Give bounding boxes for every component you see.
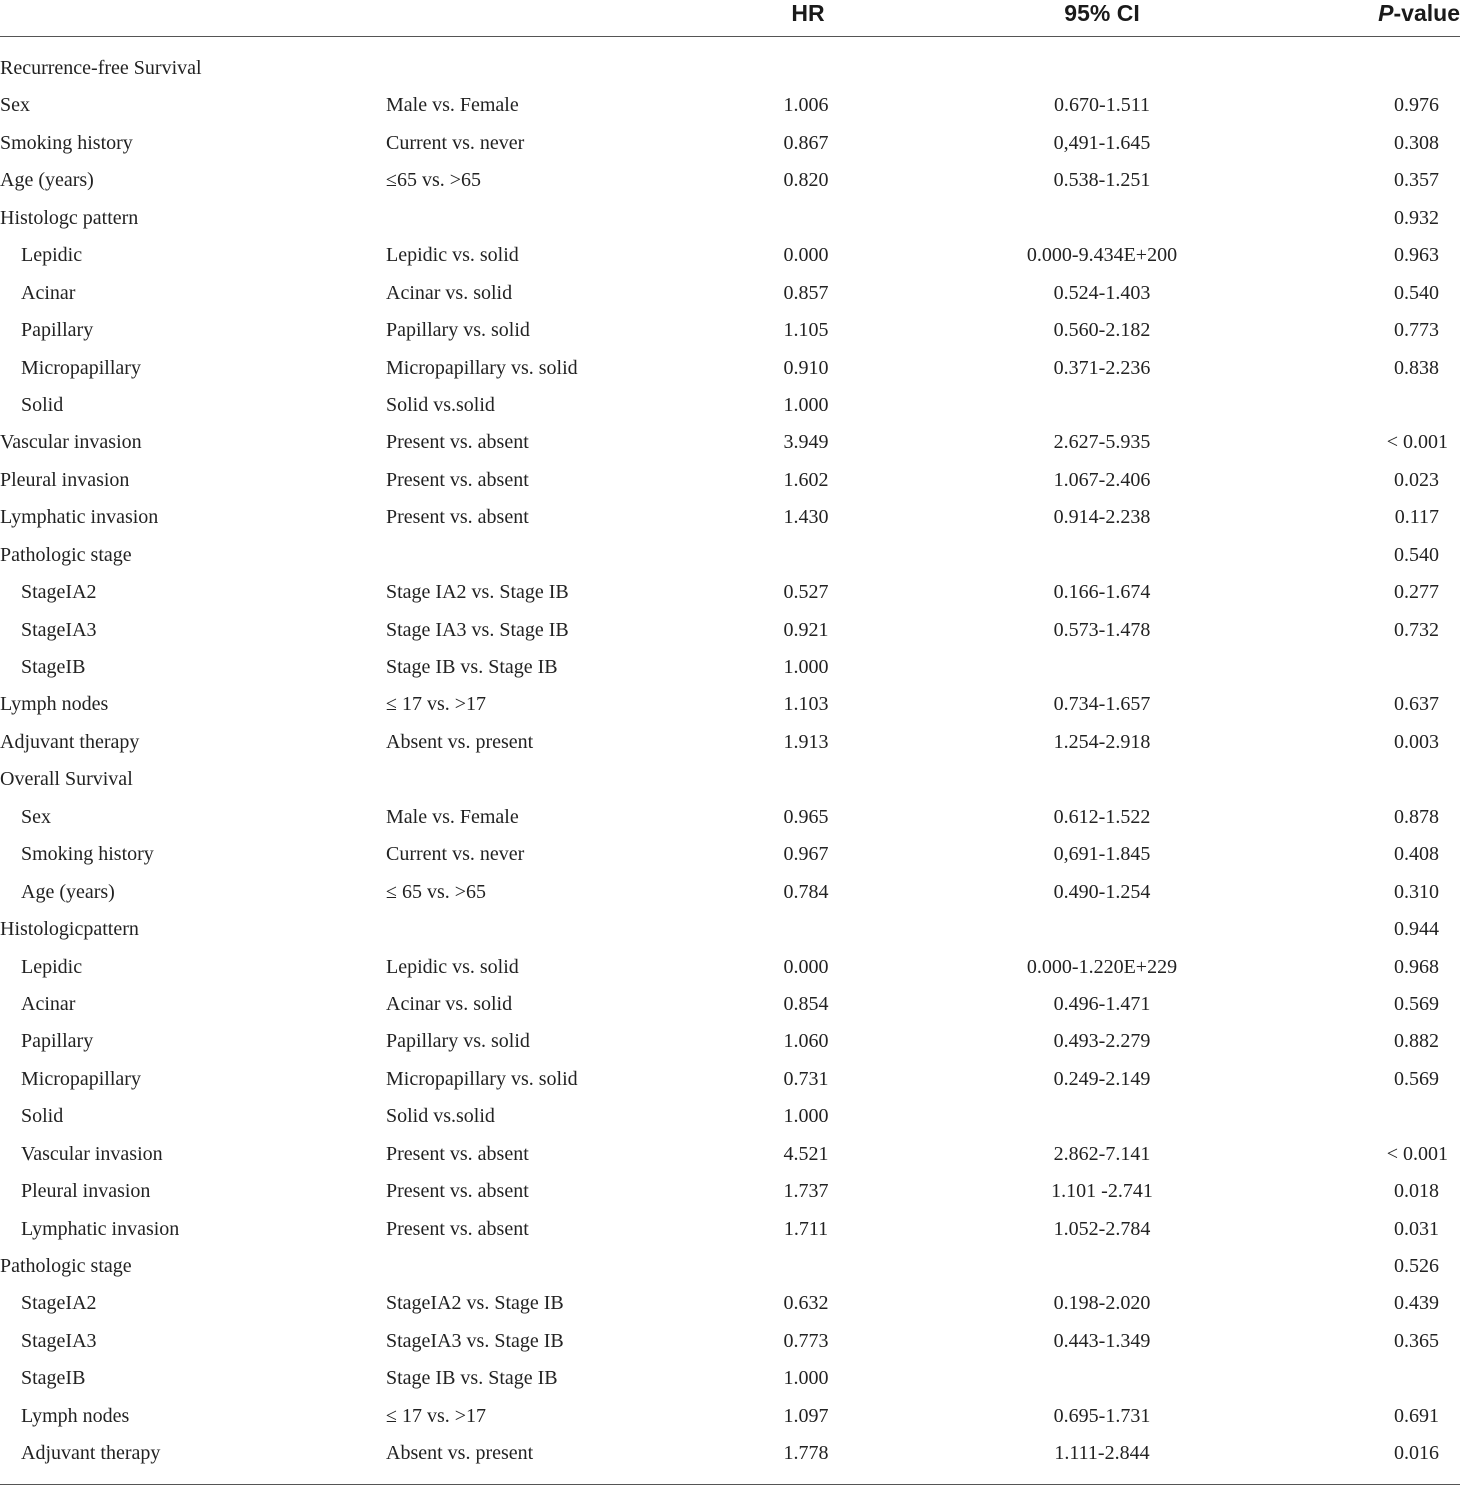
row-p-value: 0.968 <box>1394 955 1439 978</box>
table-row <box>0 579 1460 616</box>
table-row <box>0 991 1460 1028</box>
row-label: StageIA3 <box>21 1329 97 1352</box>
row-ci: 0.524-1.403 <box>1053 281 1151 304</box>
row-comparison: Acinar vs. solid <box>386 992 513 1015</box>
table-row <box>0 1440 1460 1477</box>
row-label: StageIB <box>21 1367 86 1390</box>
row-label: Papillary <box>21 319 94 342</box>
row-comparison: Current vs. never <box>386 131 525 154</box>
table-row <box>0 879 1460 916</box>
row-comparison: Micropapillary vs. solid <box>386 1067 578 1090</box>
row-hr: 0.000 <box>783 955 829 978</box>
row-ci: 0,491-1.645 <box>1053 131 1151 154</box>
table-row <box>0 167 1460 204</box>
row-label: Lymphatic invasion <box>21 1217 180 1240</box>
row-p-value: 0.408 <box>1394 843 1439 866</box>
row-ci: 0.198-2.020 <box>1053 1292 1151 1315</box>
row-hr: 1.778 <box>783 1442 829 1465</box>
row-label: StageIA2 <box>21 1292 97 1315</box>
header-p-italic: P <box>1378 0 1394 26</box>
row-comparison: Micropapillary vs. solid <box>386 356 578 379</box>
row-ci: 1.111-2.844 <box>1054 1442 1150 1465</box>
row-hr: 1.000 <box>783 393 829 416</box>
row-p-value: < 0.001 <box>1386 1142 1448 1165</box>
row-ci: 0.000-9.434E+200 <box>1026 244 1178 267</box>
row-ci: 1.101 -2.741 <box>1051 1180 1153 1203</box>
row-comparison: Absent vs. present <box>386 730 534 753</box>
row-p-value: 0.637 <box>1394 693 1439 716</box>
row-ci: 2.627-5.935 <box>1053 431 1151 454</box>
table-row <box>0 467 1460 504</box>
row-label: StageIB <box>21 656 86 678</box>
table-row <box>0 1253 1460 1290</box>
row-ci: 0.249-2.149 <box>1053 1067 1151 1090</box>
row-p-value: 0.031 <box>1394 1217 1439 1240</box>
row-label: Pleural invasion <box>0 468 130 491</box>
row-label: Lepidic <box>21 244 83 267</box>
table-row <box>0 92 1460 129</box>
row-p-value: 0.540 <box>1394 281 1439 304</box>
row-label: Histologicpattern <box>0 918 139 941</box>
row-hr: 0.632 <box>783 1292 829 1315</box>
table-row <box>0 1403 1460 1440</box>
table-row <box>0 954 1460 991</box>
row-label: Overall Survival <box>0 768 133 791</box>
row-hr: 0.527 <box>783 581 829 604</box>
row-p-value: 0.963 <box>1394 244 1439 267</box>
row-label: Age (years) <box>0 169 94 192</box>
row-ci: 0.538-1.251 <box>1053 169 1151 192</box>
row-label: Pathologic stage <box>0 543 132 566</box>
header-p-value <box>1378 0 1460 26</box>
row-p-value: 0.732 <box>1394 618 1439 641</box>
table-row <box>0 1141 1460 1178</box>
row-ci: 0.560-2.182 <box>1053 319 1151 342</box>
table-row <box>0 242 1460 279</box>
row-label: Vascular invasion <box>21 1142 163 1165</box>
row-p-value: 0.838 <box>1394 356 1439 379</box>
row-p-value: 0.976 <box>1394 94 1439 117</box>
table-row <box>0 280 1460 317</box>
row-p-value: 0.357 <box>1394 169 1439 192</box>
row-comparison: ≤ 17 vs. >17 <box>386 1404 487 1427</box>
row-hr: 1.006 <box>783 94 829 117</box>
row-hr: 1.430 <box>783 506 829 529</box>
row-p-value: 0.365 <box>1394 1329 1439 1352</box>
table-row <box>0 504 1460 541</box>
row-comparison: Present vs. absent <box>386 1180 529 1203</box>
row-ci: 0.000-1.220E+229 <box>1026 955 1178 978</box>
row-p-value: 0.773 <box>1394 319 1439 342</box>
row-label: Micropapillary <box>21 1067 141 1090</box>
row-ci: 0.496-1.471 <box>1053 992 1151 1015</box>
row-ci: 0.734-1.657 <box>1053 693 1151 716</box>
header-p-rest: -value <box>1393 0 1460 26</box>
table-row <box>0 205 1460 242</box>
row-comparison: Lepidic vs. solid <box>386 955 519 978</box>
row-label: Lymph nodes <box>21 1404 130 1427</box>
row-hr: 1.602 <box>783 468 829 491</box>
row-ci: 1.052-2.784 <box>1053 1217 1151 1240</box>
table-row <box>0 841 1460 878</box>
table-body <box>0 37 1460 1478</box>
table-row <box>0 130 1460 167</box>
table-row <box>0 729 1460 766</box>
table-row <box>0 429 1460 466</box>
table-row <box>0 1178 1460 1215</box>
row-label: Pleural invasion <box>21 1180 151 1203</box>
row-comparison: Papillary vs. solid <box>386 319 530 342</box>
row-label: Recurrence-free Survival <box>0 57 202 79</box>
row-comparison: Male vs. Female <box>386 94 519 117</box>
bottom-rule <box>0 1484 1460 1485</box>
header-hr: HR <box>791 0 825 26</box>
row-label: Sex <box>21 805 51 828</box>
row-ci: 0.612-1.522 <box>1053 805 1151 828</box>
row-label: Histologc pattern <box>0 206 139 229</box>
row-label: Pathologic stage <box>0 1255 132 1277</box>
row-ci: 1.067-2.406 <box>1053 468 1151 491</box>
row-ci: 0.914-2.238 <box>1053 506 1151 529</box>
table-row <box>0 916 1460 953</box>
row-hr: 0.731 <box>783 1067 829 1090</box>
row-hr: 1.097 <box>783 1404 829 1427</box>
row-comparison: Solid vs.solid <box>386 393 495 416</box>
row-hr: 0.965 <box>783 805 829 828</box>
row-comparison: Stage IA3 vs. Stage IB <box>386 618 569 641</box>
row-p-value: 0.569 <box>1394 992 1439 1015</box>
row-hr: 0.820 <box>783 169 829 192</box>
row-p-value: 0.932 <box>1394 206 1439 229</box>
row-comparison: Present vs. absent <box>386 431 529 454</box>
row-label: Micropapillary <box>21 356 141 379</box>
row-hr: 0.854 <box>783 992 829 1015</box>
table-row <box>0 654 1460 691</box>
row-p-value: 0.018 <box>1394 1180 1439 1203</box>
table-row <box>0 1103 1460 1140</box>
row-label: Solid <box>21 393 64 416</box>
table-row <box>0 1290 1460 1327</box>
table-row <box>0 1365 1460 1402</box>
row-p-value: 0.540 <box>1394 543 1439 566</box>
table-row <box>0 691 1460 728</box>
row-ci: 0.670-1.511 <box>1054 94 1150 117</box>
row-hr: 0.921 <box>783 618 829 641</box>
row-comparison: Present vs. absent <box>386 1142 529 1165</box>
row-comparison: ≤ 65 vs. >65 <box>386 880 487 903</box>
header-ci: 95% CI <box>1064 0 1140 26</box>
row-comparison: Acinar vs. solid <box>386 281 513 304</box>
table-row <box>0 1066 1460 1103</box>
table-row <box>0 392 1460 429</box>
row-hr: 0.910 <box>783 356 829 379</box>
row-label: StageIA3 <box>21 618 97 641</box>
row-hr: 1.000 <box>783 1367 829 1390</box>
row-p-value: 0.023 <box>1394 468 1439 491</box>
row-comparison: StageIA2 vs. Stage IB <box>386 1292 564 1315</box>
row-p-value: 0.882 <box>1394 1030 1439 1053</box>
row-comparison: ≤65 vs. >65 <box>386 169 482 192</box>
row-hr: 1.000 <box>783 1105 829 1128</box>
row-ci: 0.490-1.254 <box>1053 880 1151 903</box>
row-ci: 0,691-1.845 <box>1053 843 1151 866</box>
row-label: Age (years) <box>21 880 115 903</box>
row-label: Papillary <box>21 1030 94 1053</box>
row-comparison: Stage IB vs. Stage IB <box>386 656 558 678</box>
row-label: Vascular invasion <box>0 431 142 454</box>
table-row <box>0 317 1460 354</box>
row-comparison: Papillary vs. solid <box>386 1030 530 1053</box>
row-hr: 1.105 <box>783 319 829 342</box>
row-label: Lymph nodes <box>0 693 109 716</box>
row-comparison: StageIA3 vs. Stage IB <box>386 1329 564 1352</box>
row-comparison: Absent vs. present <box>386 1442 534 1465</box>
row-comparison: Present vs. absent <box>386 506 529 529</box>
table-row <box>0 355 1460 392</box>
row-hr: 0.867 <box>783 131 829 154</box>
row-hr: 1.060 <box>783 1030 829 1053</box>
row-comparison: Lepidic vs. solid <box>386 244 519 267</box>
row-label: Sex <box>0 94 30 117</box>
row-p-value: < 0.001 <box>1386 431 1448 454</box>
row-ci: 0.443-1.349 <box>1053 1329 1151 1352</box>
row-label: StageIA2 <box>21 581 97 604</box>
row-comparison: Present vs. absent <box>386 468 529 491</box>
row-label: Solid <box>21 1105 64 1128</box>
row-hr: 1.913 <box>783 730 829 753</box>
row-comparison: Current vs. never <box>386 843 525 866</box>
row-p-value: 0.526 <box>1394 1255 1439 1277</box>
row-ci: 1.254-2.918 <box>1053 730 1151 753</box>
table-row <box>0 617 1460 654</box>
row-label: Adjuvant therapy <box>0 730 140 753</box>
row-label: Lymphatic invasion <box>0 506 159 529</box>
row-comparison: Solid vs.solid <box>386 1105 495 1128</box>
row-hr: 0.773 <box>783 1329 829 1352</box>
row-comparison: Male vs. Female <box>386 805 519 828</box>
table-row <box>0 1028 1460 1065</box>
row-hr: 0.000 <box>783 244 829 267</box>
row-p-value: 0.308 <box>1394 131 1439 154</box>
row-ci: 0.573-1.478 <box>1053 618 1151 641</box>
row-label: Lepidic <box>21 955 83 978</box>
row-comparison: Stage IB vs. Stage IB <box>386 1367 558 1390</box>
table-row <box>0 804 1460 841</box>
row-comparison: Stage IA2 vs. Stage IB <box>386 581 569 604</box>
table-row <box>0 766 1460 803</box>
row-label: Adjuvant therapy <box>21 1442 161 1465</box>
row-hr: 1.000 <box>783 656 829 678</box>
row-p-value: 0.310 <box>1394 880 1439 903</box>
row-p-value: 0.003 <box>1394 730 1439 753</box>
table-row <box>0 55 1460 92</box>
row-p-value: 0.878 <box>1394 805 1439 828</box>
row-p-value: 0.944 <box>1394 918 1439 941</box>
row-ci: 0.493-2.279 <box>1053 1030 1151 1053</box>
row-hr: 0.857 <box>783 281 829 304</box>
row-hr: 0.784 <box>783 880 829 903</box>
row-hr: 1.737 <box>783 1180 829 1203</box>
row-label: Smoking history <box>0 131 133 154</box>
table-row <box>0 1216 1460 1253</box>
table-row <box>0 1328 1460 1365</box>
row-label: Smoking history <box>21 843 154 866</box>
row-ci: 2.862-7.141 <box>1053 1142 1151 1165</box>
table-row <box>0 542 1460 579</box>
row-label: Acinar <box>21 281 76 304</box>
row-hr: 0.967 <box>783 843 829 866</box>
row-hr: 4.521 <box>783 1142 829 1165</box>
row-p-value: 0.569 <box>1394 1067 1439 1090</box>
row-p-value: 0.439 <box>1394 1292 1439 1315</box>
row-p-value: 0.277 <box>1394 581 1439 604</box>
row-comparison: Present vs. absent <box>386 1217 529 1240</box>
table-header <box>0 0 1460 37</box>
row-p-value: 0.691 <box>1394 1404 1439 1427</box>
row-ci: 0.695-1.731 <box>1053 1404 1151 1427</box>
row-hr: 1.103 <box>783 693 829 716</box>
row-hr: 1.711 <box>783 1217 829 1240</box>
row-hr: 3.949 <box>783 431 829 454</box>
row-ci: 0.371-2.236 <box>1053 356 1151 379</box>
row-label: Acinar <box>21 992 76 1015</box>
row-p-value: 0.016 <box>1394 1442 1439 1465</box>
row-ci: 0.166-1.674 <box>1053 581 1151 604</box>
row-comparison: ≤ 17 vs. >17 <box>386 693 487 716</box>
row-p-value: 0.117 <box>1394 506 1439 529</box>
